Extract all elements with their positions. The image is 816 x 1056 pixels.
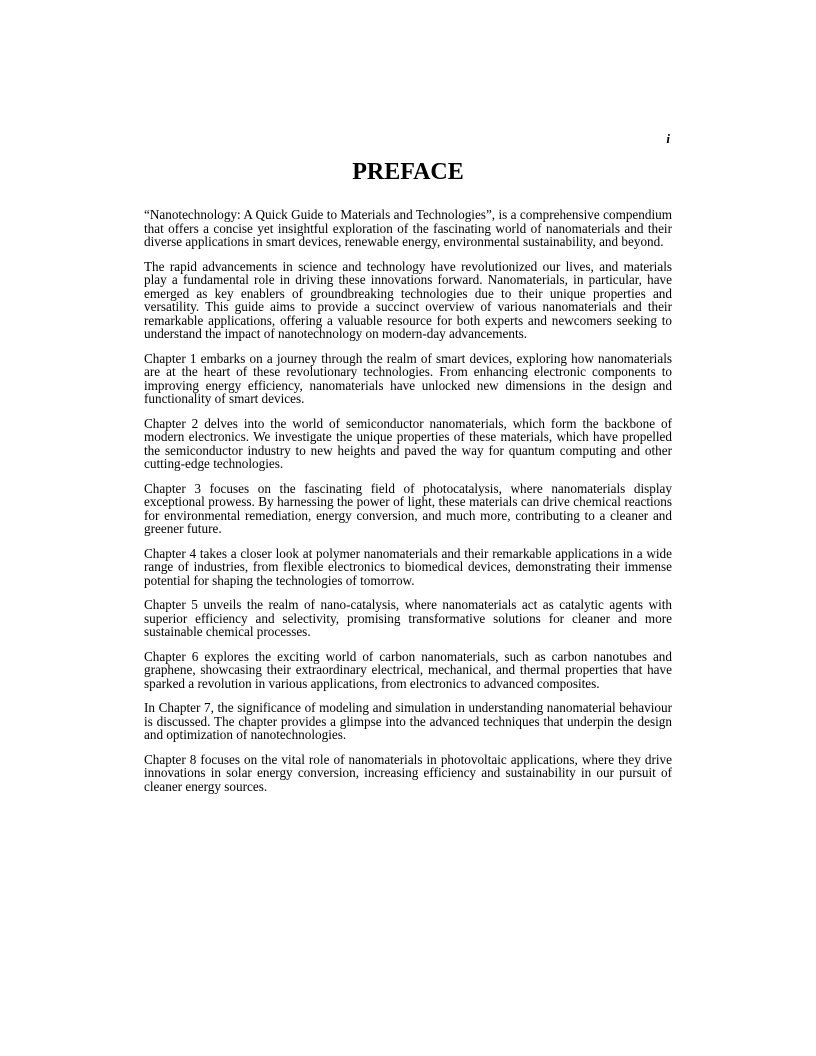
- page-number: i: [666, 131, 670, 146]
- paragraph-chapter-1: Chapter 1 embarks on a journey through the realm of smart devices, exploring how nanomaterials are at the heart of these revolutionary technologies. From enhancing electronic components to improving energy efficiency, nanomaterials have unlocked new dimensions in the design and functionality of smart devices.: [144, 350, 672, 406]
- paragraph-chapter-8: Chapter 8 focuses on the vital role of nanomaterials in photovoltaic applications, where they drive innovations in solar energy conversion, increasing efficiency and sustainability in our pursuit of cleaner energy sources.: [144, 751, 672, 794]
- paragraph-chapter-4: Chapter 4 takes a closer look at polymer nanomaterials and their remarkable applications in a wide range of industries, from flexible electronics to biomedical devices, demonstrating their immense potential for shaping the technologies of tomorrow.: [144, 545, 672, 588]
- paragraph-chapter-5: Chapter 5 unveils the realm of nano-catalysis, where nanomaterials act as catalytic agents with superior efficiency and selectivity, promising transformative solutions for cleaner and more sustainable chemical processes.: [144, 597, 672, 639]
- paragraph-chapter-3: Chapter 3 focuses on the fascinating field of photocatalysis, where nanomaterials display exceptional prowess. By harnessing the power of light, these materials can drive chemical reactions for environmental remediation, energy conversion, and much more, contributing to a cleaner and greener future.: [144, 480, 672, 536]
- preface-body: [144, 208, 672, 804]
- paragraph-chapter-6: Chapter 6 explores the exciting world of carbon nanomaterials, such as carbon nanotubes and graphene, showcasing their extraordinary electrical, mechanical, and thermal properties that have sparked a revolution in various applications, from electronics to advanced composites.: [144, 648, 672, 691]
- paragraph-chapter-7: In Chapter 7, the significance of modeling and simulation in understanding nanomaterial behaviour is discussed. The chapter provides a glimpse into the advanced techniques that underpin the design and optimization of nanotechnologies.: [144, 700, 672, 742]
- page-title: PREFACE: [352, 159, 464, 185]
- paragraph-chapter-2: Chapter 2 delves into the world of semiconductor nanomaterials, which form the backbone of modern electronics. We investigate the unique properties of these materials, which have propelled the semiconductor industry to new heights and paved the way for quantum computing and other cutting-edge technologies.: [144, 415, 672, 471]
- paragraph-background: The rapid advancements in science and technology have revolutionized our lives, and materials play a fundamental role in driving these innovations forward. Nanomaterials, in particular, have emerged as key enablers of groundbreaking technologies due to their unique properties and versatility. This guide aims to provide a succinct overview of various nanomaterials and their remarkable applications, offering a valuable resource for both experts and newcomers seeking to understand the impact of nanotechnology on modern-day advancements.: [144, 258, 672, 341]
- paragraph-intro: “Nanotechnology: A Quick Guide to Materials and Technologies”, is a comprehensive compendium that offers a concise yet insightful exploration of the fascinating world of nanomaterials and their diverse applications in smart devices, renewable energy, environmental sustainability, and beyond.: [144, 207, 672, 249]
